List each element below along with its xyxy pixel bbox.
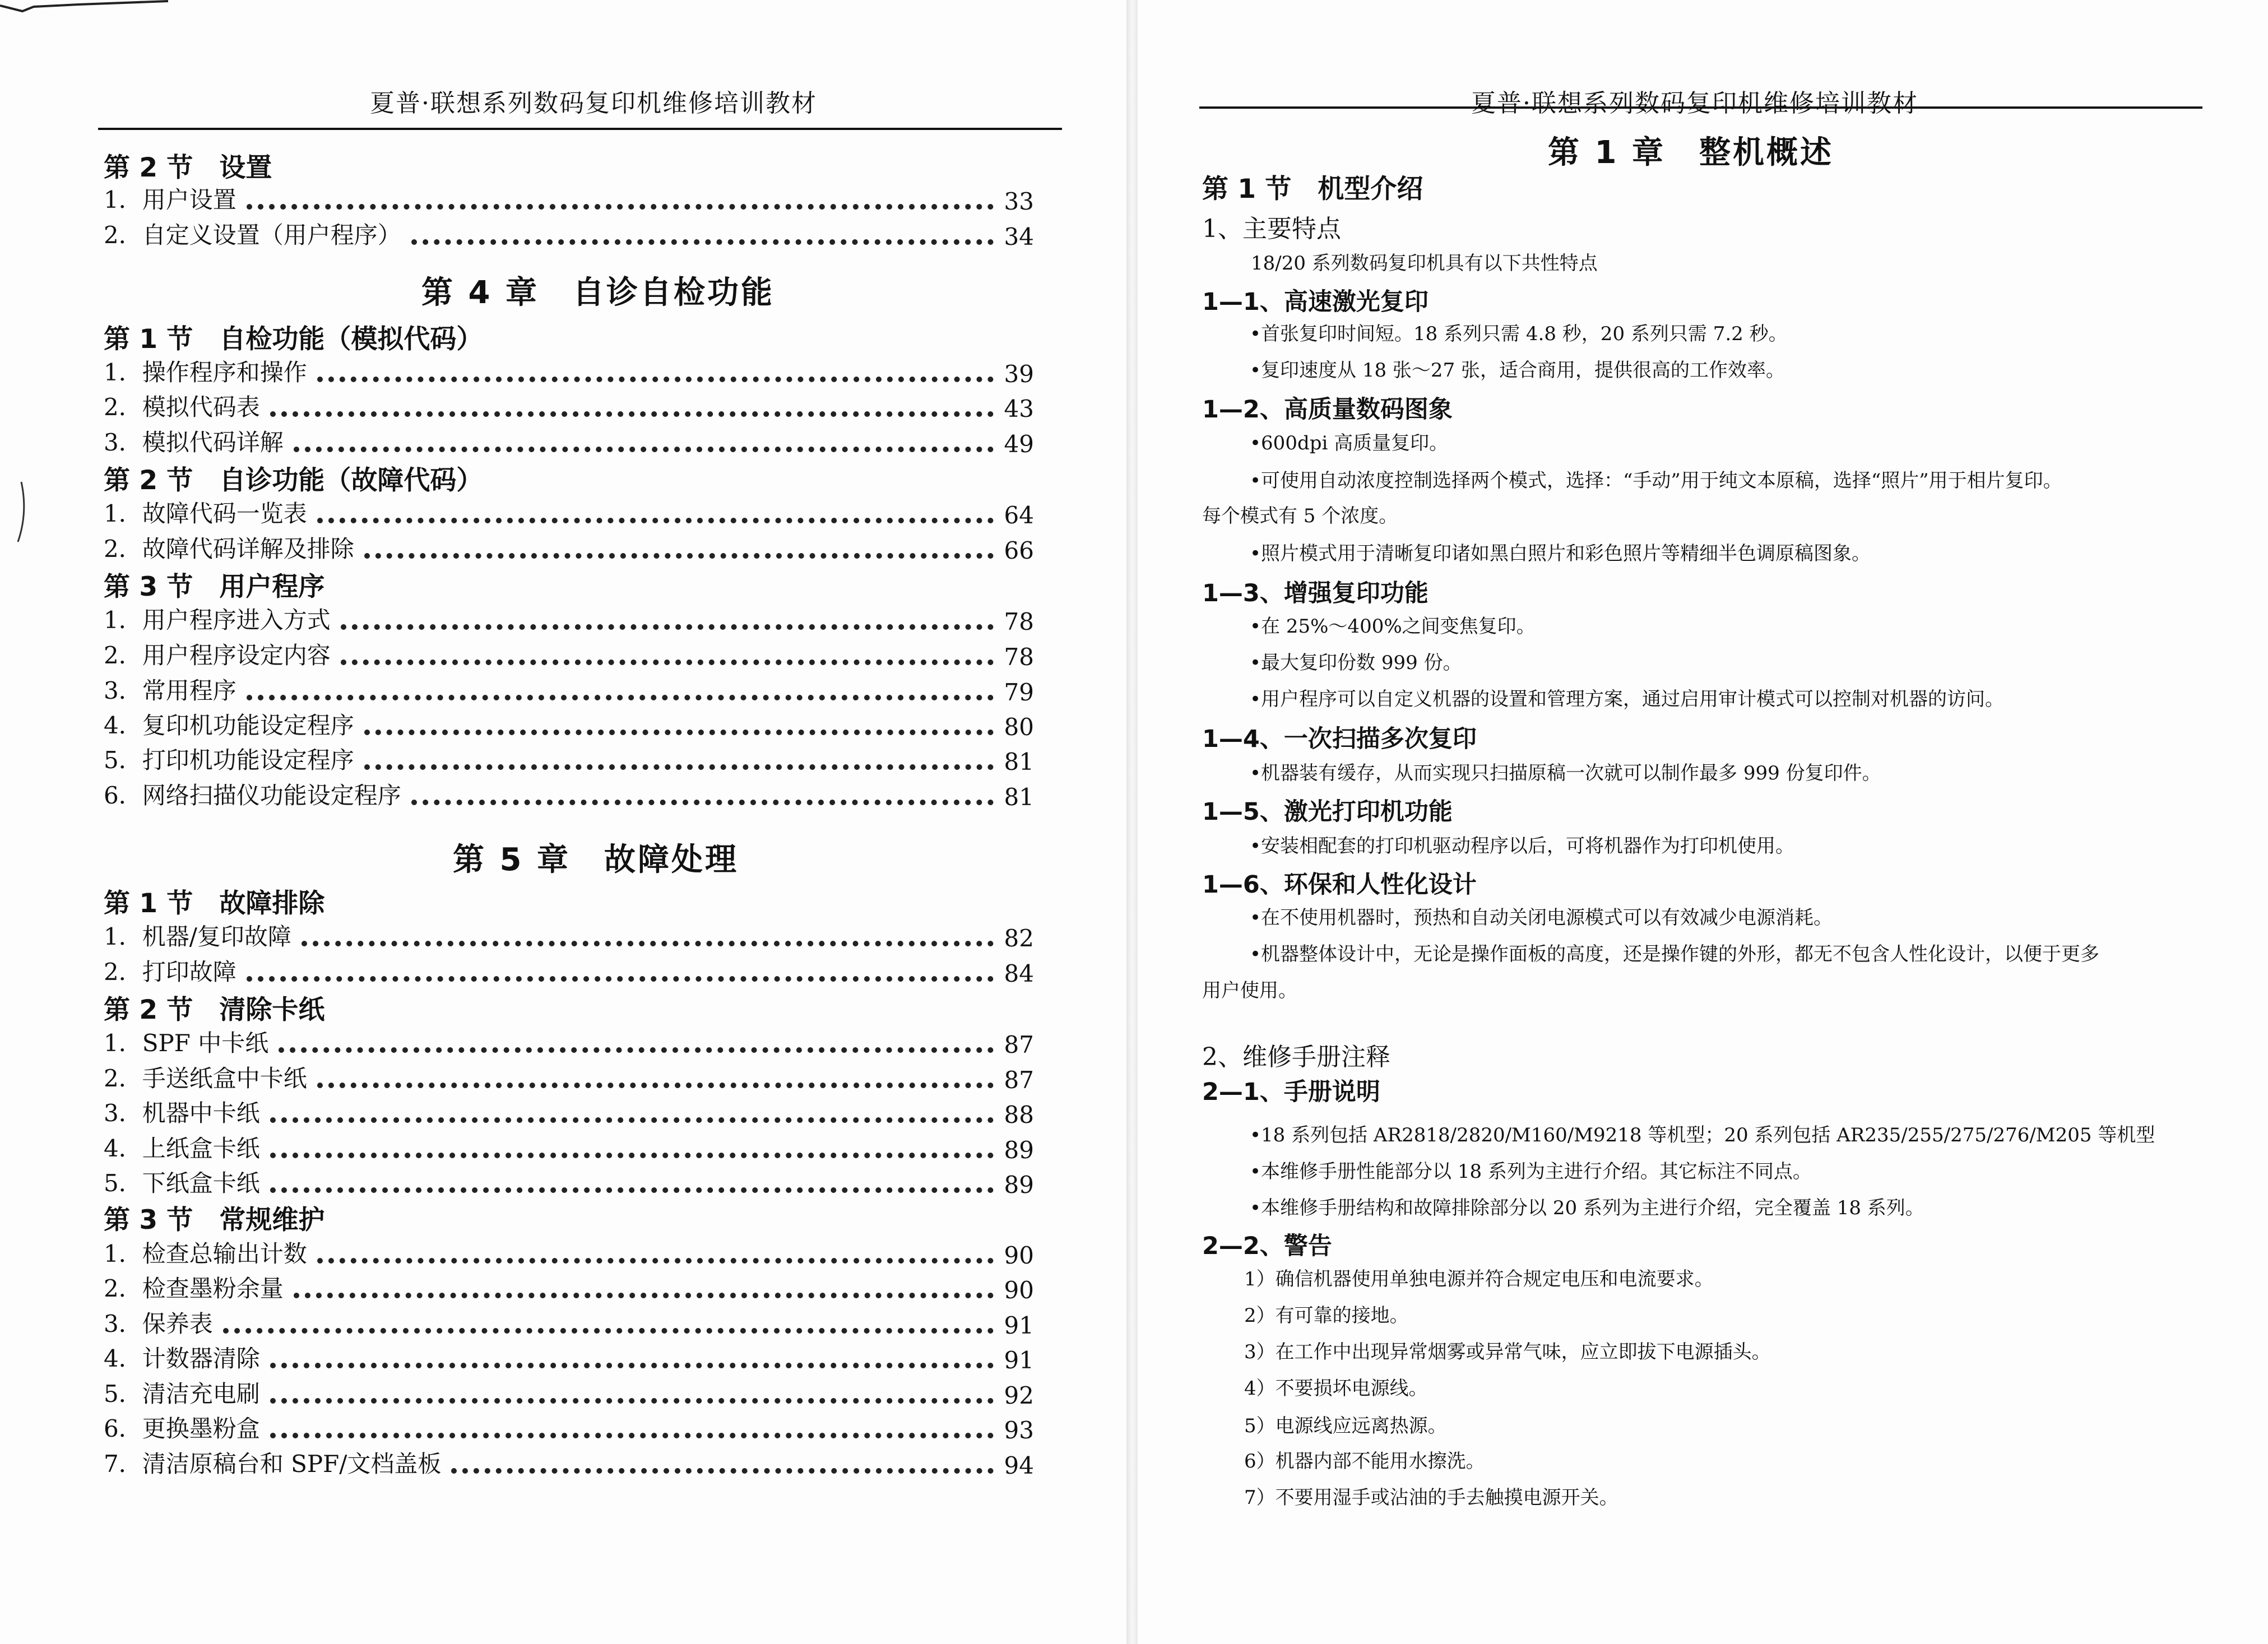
toc-entry[interactable]: [104, 776, 1034, 811]
toc-entry-title: 2．模拟代码表: [104, 393, 260, 421]
toc-dot-leader: [317, 1083, 994, 1088]
toc-entry-title: 1．SPF 中卡纸: [104, 1029, 269, 1057]
toc-section-heading: 第 3 节 用户程序: [104, 572, 325, 602]
toc-entry[interactable]: [104, 180, 1034, 215]
toc-entry-title: 5．下纸盒卡纸: [104, 1169, 260, 1197]
toc-page-number: 66: [1004, 537, 1034, 564]
toc-entry-title: 3．机器中卡纸: [104, 1099, 260, 1127]
toc-dot-leader: [317, 377, 994, 382]
toc-dot-leader: [411, 239, 994, 245]
toc-entry-title: 3．模拟代码详解: [104, 429, 284, 456]
subheading: 1—5、激光打印机功能: [1202, 798, 1453, 826]
toc-entry-title: 2．用户程序设定内容: [104, 642, 331, 669]
right-header-rule: [1199, 106, 2202, 109]
toc-page-number: 90: [1004, 1242, 1034, 1269]
chapter-title: 第 1 章 整机概述: [1548, 134, 1834, 171]
toc-page-number: 81: [1004, 748, 1034, 775]
toc-page-number: 43: [1004, 395, 1034, 422]
toc-entry[interactable]: [104, 530, 1034, 564]
bullet-item: •600dpi 高质量复印。: [1250, 432, 1449, 454]
bullet-item: •最大复印份数 999 份。: [1250, 652, 1462, 674]
toc-page-number: 78: [1004, 643, 1034, 671]
continuation-text: 用户使用。: [1202, 979, 1297, 1002]
toc-entry[interactable]: [104, 1164, 1034, 1199]
toc-entry-title: 1．操作程序和操作: [104, 359, 307, 386]
toc-entry-title: 1．检查总输出计数: [104, 1240, 307, 1267]
toc-page-number: 82: [1004, 925, 1034, 952]
toc-dot-leader: [270, 411, 994, 417]
toc-page-number: 93: [1004, 1417, 1034, 1444]
right-running-header: 夏普·联想系列数码复印机维修培训教材: [1471, 89, 1918, 118]
toc-entry-title: 2．故障代码详解及排除: [104, 535, 354, 563]
toc-dot-leader: [341, 624, 994, 630]
toc-entry[interactable]: [104, 953, 1034, 987]
toc-entry-title: 5．清洁充电刷: [104, 1380, 260, 1408]
toc-entry[interactable]: [104, 1024, 1034, 1058]
toc-dot-leader: [294, 447, 994, 452]
toc-entry[interactable]: [104, 1409, 1034, 1444]
bullet-item: •本维修手册性能部分以 18 系列为主进行介绍。其它标注不同点。: [1250, 1160, 1812, 1183]
toc-section-heading: 第 3 节 常规维护: [104, 1205, 325, 1236]
left-page: [0, 0, 1126, 1644]
toc-page-number: 49: [1004, 430, 1034, 458]
subheading: 1—4、一次扫描多次复印: [1202, 725, 1477, 753]
toc-dot-leader: [411, 800, 994, 805]
toc-entry-title: 1．机器/复印故障: [104, 923, 291, 950]
toc-entry[interactable]: [104, 706, 1034, 741]
toc-dot-leader: [302, 941, 994, 946]
toc-entry-title: 4．计数器清除: [104, 1345, 260, 1372]
toc-entry[interactable]: [104, 388, 1034, 422]
toc-page-number: 92: [1004, 1382, 1034, 1409]
margin-pen-mark: [11, 479, 34, 546]
toc-entry[interactable]: [104, 353, 1034, 388]
toc-page-number: 84: [1004, 960, 1034, 987]
toc-page-number: 89: [1004, 1171, 1034, 1199]
toc-entry-title: 6．网络扫描仪功能设定程序: [104, 782, 401, 809]
numbered-heading: 1、主要特点: [1202, 215, 1341, 243]
toc-entry[interactable]: [104, 1304, 1034, 1339]
warning-item: 6）机器内部不能用水擦洗。: [1244, 1450, 1485, 1473]
toc-entry[interactable]: [104, 1374, 1034, 1409]
toc-page-number: 91: [1004, 1312, 1034, 1339]
book-spine: [1126, 0, 1138, 1644]
toc-page-number: 78: [1004, 608, 1034, 635]
toc-entry-title: 1．故障代码一览表: [104, 500, 307, 527]
toc-dot-leader: [270, 1187, 994, 1193]
toc-chapter-heading: 第 5 章 故障处理: [453, 842, 739, 878]
warning-item: 5）电源线应远离热源。: [1244, 1415, 1447, 1437]
toc-entry[interactable]: [104, 1269, 1034, 1304]
toc-entry[interactable]: [104, 671, 1034, 706]
section-title: 第 1 节 机型介绍: [1202, 174, 1423, 205]
toc-dot-leader: [223, 1328, 994, 1334]
toc-dot-leader: [451, 1468, 994, 1474]
warning-item: 3）在工作中出现异常烟雾或异常气味，应立即拔下电源插头。: [1244, 1341, 1771, 1363]
toc-entry[interactable]: [104, 1094, 1034, 1128]
toc-dot-leader: [270, 1153, 994, 1158]
toc-page-number: 79: [1004, 679, 1034, 706]
bullet-item: •用户程序可以自定义机器的设置和管理方案，通过启用审计模式可以控制对机器的访问。: [1250, 688, 2005, 710]
toc-page-number: 64: [1004, 501, 1034, 529]
toc-entry[interactable]: [104, 1445, 1034, 1479]
toc-entry[interactable]: [104, 917, 1034, 952]
toc-dot-leader: [247, 204, 994, 210]
toc-dot-leader: [364, 730, 994, 735]
toc-dot-leader: [294, 1293, 994, 1298]
toc-entry-title: 2．手送纸盒中卡纸: [104, 1065, 307, 1092]
bullet-item: •照片模式用于清晰复印诸如黑白照片和彩色照片等精细半色调原稿图象。: [1250, 542, 1871, 565]
bullet-item: •在不使用机器时，预热和自动关闭电源模式可以有效减少电源消耗。: [1250, 907, 1833, 929]
toc-page-number: 39: [1004, 360, 1034, 388]
toc-entry-title: 3．常用程序: [104, 677, 236, 704]
toc-entry-title: 6．更换墨粉盒: [104, 1415, 260, 1442]
subheading: 2—1、手册说明: [1202, 1078, 1380, 1106]
toc-entry-title: 2．自定义设置（用户程序）: [104, 221, 401, 249]
toc-page-number: 94: [1004, 1452, 1034, 1479]
toc-dot-leader: [270, 1117, 994, 1123]
warning-item: 1）确信机器使用单独电源并符合规定电压和电流要求。: [1244, 1268, 1714, 1290]
subheading: 1—2、高质量数码图象: [1202, 396, 1453, 424]
toc-page-number: 88: [1004, 1101, 1034, 1128]
bullet-item: •本维修手册结构和故障排除部分以 20 系列为主进行介绍，完全覆盖 18 系列。: [1250, 1197, 1924, 1219]
toc-section-heading: 第 2 节 设置: [104, 152, 272, 183]
toc-entry-title: 5．打印机功能设定程序: [104, 746, 354, 774]
toc-page-number: 81: [1004, 783, 1034, 811]
toc-entry[interactable]: [104, 1059, 1034, 1094]
subheading: 1—3、增强复印功能: [1202, 579, 1428, 607]
toc-dot-leader: [317, 1258, 994, 1264]
toc-entry[interactable]: [104, 423, 1034, 458]
toc-entry-title: 4．上纸盒卡纸: [104, 1135, 260, 1162]
numbered-heading: 2、维修手册注释: [1202, 1043, 1390, 1071]
toc-page-number: 34: [1004, 223, 1034, 250]
toc-entry[interactable]: [104, 741, 1034, 775]
toc-entry[interactable]: [104, 1129, 1034, 1164]
toc-entry-title: 1．用户设置: [104, 186, 236, 213]
corner-smudge: [0, 0, 168, 34]
toc-dot-leader: [317, 518, 994, 523]
toc-entry[interactable]: [104, 216, 1034, 250]
toc-page-number: 80: [1004, 713, 1034, 741]
toc-page-number: 87: [1004, 1031, 1034, 1058]
toc-entry[interactable]: [104, 1339, 1034, 1374]
toc-entry-title: 1．用户程序进入方式: [104, 606, 331, 634]
toc-section-heading: 第 2 节 清除卡纸: [104, 995, 325, 1025]
bullet-item: •机器装有缓存，从而实现只扫描原稿一次就可以制作最多 999 份复印件。: [1250, 762, 1881, 784]
toc-dot-leader: [279, 1047, 994, 1053]
toc-entry[interactable]: [104, 1234, 1034, 1269]
toc-entry[interactable]: [104, 601, 1034, 635]
toc-entry-title: 2．检查墨粉余量: [104, 1275, 284, 1302]
toc-dot-leader: [247, 695, 994, 700]
left-running-header: 夏普·联想系列数码复印机维修培训教材: [370, 89, 817, 118]
bullet-item: •安装相配套的打印机驱动程序以后，可将机器作为打印机使用。: [1250, 835, 1795, 857]
toc-entry-title: 2．打印故障: [104, 958, 236, 986]
toc-section-heading: 第 2 节 自诊功能（故障代码）: [104, 465, 483, 496]
toc-chapter-heading: 第 4 章 自诊自检功能: [421, 275, 774, 311]
toc-dot-leader: [270, 1433, 994, 1438]
toc-entry[interactable]: [104, 494, 1034, 529]
left-header-rule: [98, 128, 1062, 130]
subheading: 1—6、环保和人性化设计: [1202, 871, 1477, 899]
toc-dot-leader: [270, 1398, 994, 1404]
toc-entry-title: 3．保养表: [104, 1310, 213, 1338]
toc-page-number: 33: [1004, 188, 1034, 215]
warning-item: 4）不要损坏电源线。: [1244, 1377, 1428, 1400]
toc-entry-title: 4．复印机功能设定程序: [104, 712, 354, 739]
bullet-item: •复印速度从 18 张～27 张，适合商用，提供很高的工作效率。: [1250, 359, 1785, 382]
toc-dot-leader: [341, 660, 994, 665]
toc-dot-leader: [247, 976, 994, 982]
continuation-text: 每个模式有 5 个浓度。: [1202, 505, 1398, 527]
subheading: 2—2、警告: [1202, 1232, 1332, 1260]
bullet-item: •机器整体设计中，无论是操作面板的高度，还是操作键的外形，都无不包含人性化设计，以便于更多: [1250, 943, 2100, 965]
warning-item: 7）不要用湿手或沾油的手去触摸电源开关。: [1244, 1487, 1618, 1509]
toc-section-heading: 第 1 节 故障排除: [104, 888, 325, 919]
toc-section-heading: 第 1 节 自检功能（模拟代码）: [104, 324, 483, 355]
toc-dot-leader: [270, 1363, 994, 1368]
toc-entry-title: 7．清洁原稿台和 SPF/文档盖板: [104, 1450, 442, 1478]
toc-page-number: 89: [1004, 1136, 1034, 1164]
bullet-item: •可使用自动浓度控制选择两个模式，选择：“手动”用于纯文本原稿，选择“照片”用于相片复印。: [1250, 470, 2062, 492]
warning-item: 2）有可靠的接地。: [1244, 1304, 1409, 1327]
toc-dot-leader: [364, 764, 994, 770]
toc-dot-leader: [364, 553, 994, 559]
bullet-item: •18 系列包括 AR2818/2820/M160/M9218 等机型；20 系列包括 AR235/255/275/276/M205 等机型: [1250, 1124, 2155, 1146]
intro-text: 18/20 系列数码复印机具有以下共性特点: [1251, 252, 1598, 275]
toc-page-number: 90: [1004, 1276, 1034, 1304]
subheading: 1—1、高速激光复印: [1202, 288, 1428, 316]
bullet-item: •在 25%～400%之间变焦复印。: [1250, 615, 1536, 638]
toc-page-number: 91: [1004, 1346, 1034, 1374]
toc-page-number: 87: [1004, 1066, 1034, 1094]
bullet-item: •首张复印时间短。18 系列只需 4.8 秒，20 系列只需 7.2 秒。: [1250, 323, 1788, 345]
toc-entry[interactable]: [104, 636, 1034, 671]
